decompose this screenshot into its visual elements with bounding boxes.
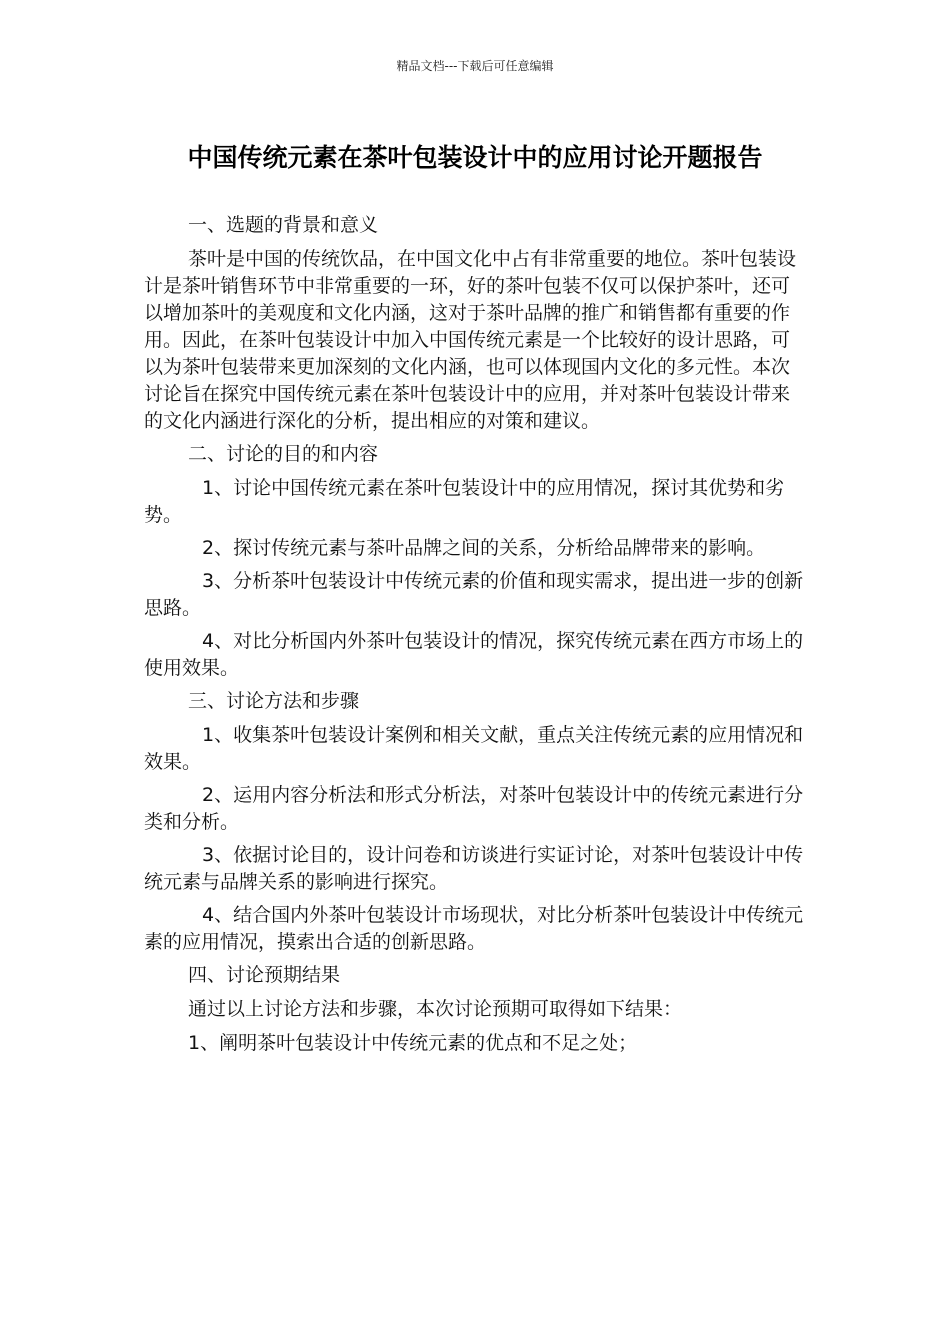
list-item: 1、讨论中国传统元素在茶叶包装设计中的应用情况，探讨其优势和劣势。 [144,477,785,526]
list-item: 4、对比分析国内外茶叶包装设计的情况，探究传统元素在西方市场上的使用效果。 [144,630,804,679]
list-item: 2、运用内容分析法和形式分析法，对茶叶包装设计中的传统元素进行分类和分析。 [144,784,804,833]
header-note: 精品文档---下载后可任意编辑 [396,59,554,73]
page-title: 中国传统元素在茶叶包装设计中的应用讨论开题报告 [187,143,763,172]
document-body [144,212,804,1064]
list-item: 1、收集茶叶包装设计案例和相关文献，重点关注传统元素的应用情况和效果。 [144,724,804,773]
list-item: 4、结合国内外茶叶包装设计市场现状，对比分析茶叶包装设计中传统元素的应用情况，摸索出合适的创新思路。 [144,904,804,953]
section-heading: 二、讨论的目的和内容 [188,443,379,465]
section-heading: 三、讨论方法和步骤 [188,690,360,712]
section-heading: 一、选题的背景和意义 [188,214,379,236]
list-item: 3、依据讨论目的，设计问卷和访谈进行实证讨论，对茶叶包装设计中传统元素与品牌关系的影响进行探究。 [144,844,804,893]
intro-text: 通过以上讨论方法和步骤，本次讨论预期可取得如下结果： [188,998,683,1020]
section-heading: 四、讨论预期结果 [188,964,341,986]
paragraph: 茶叶是中国的传统饮品，在中国文化中占有非常重要的地位。茶叶包装设计是茶叶销售环节中非常重要的一环，好的茶叶包装不仅可以保护茶叶，还可以增加茶叶的美观度和文化内涵，这对于茶叶品牌的推广和销售都有重要的作用。因此，在茶叶包装设计中加入中国传统元素是一个比较好的设计思路，可以为茶叶包装带来更加深刻的文化内涵，也可以体现国内文化的多元性。本次讨论旨在探究中国传统元素在茶叶包装设计中的应用，并对茶叶包装设计带来的文化内涵进行深化的分析，提出相应的对策和建议。 [144,248,797,432]
result-item: 1、阐明茶叶包装设计中传统元素的优点和不足之处； [188,1032,638,1054]
list-item: 2、探讨传统元素与茶叶品牌之间的关系，分析给品牌带来的影响。 [202,537,766,559]
list-item: 3、分析茶叶包装设计中传统元素的价值和现实需求，提出进一步的创新思路。 [144,570,804,619]
